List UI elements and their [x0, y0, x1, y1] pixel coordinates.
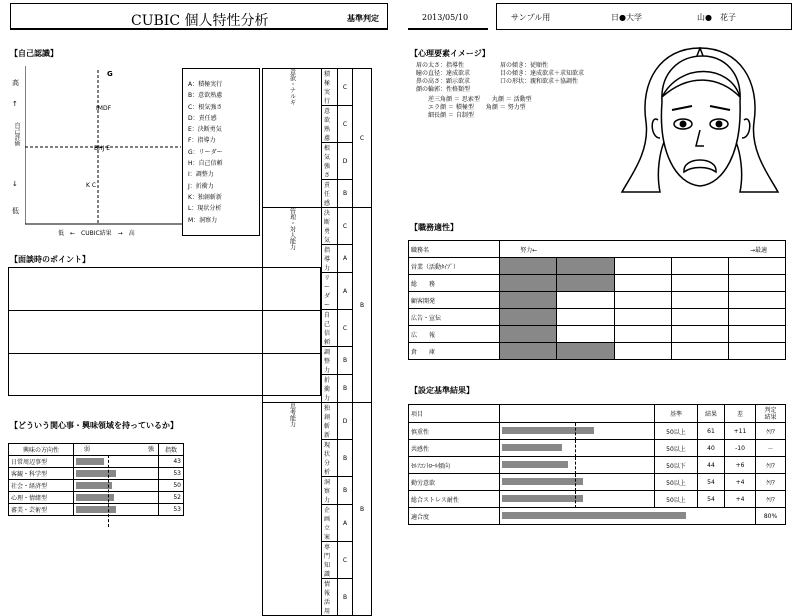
psych-note: 眉の傾き：従順性 [500, 62, 549, 69]
notes-divider [9, 353, 320, 354]
job-row [409, 309, 786, 326]
criteria-row [409, 440, 786, 457]
job-fit-cell-filled [557, 343, 614, 360]
psych-note: 目の傾き：達成欲求＋求知欲求 [500, 70, 585, 77]
criteria-judge: ｸﾘｱ [756, 423, 786, 440]
interest-value: 50 [159, 480, 184, 492]
factor-name: 専門知識 [322, 542, 338, 579]
factor-name: 根気強さ [322, 143, 338, 180]
notes-divider [9, 310, 320, 311]
criteria-judge: ｸﾘｱ [756, 474, 786, 491]
col-effort: 努力← [520, 247, 538, 254]
criteria-bar-cell [500, 457, 655, 474]
self-recognition-plot [25, 66, 183, 228]
pupil-right [716, 121, 723, 128]
criteria-row [409, 457, 786, 474]
job-row [409, 275, 786, 292]
legend-item: I：調整力 [188, 171, 214, 179]
criteria-bar [502, 444, 562, 451]
job-fit-cell [671, 309, 728, 326]
legend-item: L：現状分析 [188, 205, 222, 213]
face-type: 逆三角顔 ＝ 思索型 [428, 96, 480, 103]
job-fit-cell [614, 326, 671, 343]
job-label: 顧客開発 [409, 292, 500, 309]
job-fit-cell [557, 292, 614, 309]
criteria-bar-cell [500, 491, 655, 508]
job-fit-cell [671, 275, 728, 292]
factor-name: 意欲熟慮 [322, 106, 338, 143]
factor-grade: B [338, 180, 353, 208]
interest-label: 客観・科学型 [9, 468, 74, 480]
plot-point-imdf: IMDF [96, 105, 112, 112]
face-type: エラ顔 ＝ 積極型 [428, 104, 474, 111]
interest-value: 53 [159, 468, 184, 480]
interests-heading: 【どういう関心事・興味領域を持っているか】 [10, 421, 178, 430]
factor-grade: D [338, 143, 353, 180]
psych-note: 口の形状：親和欲求＋協調性 [500, 78, 579, 85]
criteria-threshold-line [575, 474, 576, 491]
factor-name: 独創斬新 [322, 403, 338, 440]
job-label: 広 報 [409, 326, 500, 343]
interest-bar [76, 482, 112, 489]
factor-grade: A [338, 505, 353, 542]
face-type: 丸顔 ＝ 活動型 [491, 96, 532, 103]
criteria-result: 40 [698, 440, 725, 457]
criteria-row [409, 474, 786, 491]
criteria-bar [502, 478, 583, 485]
criteria-std: 50以下 [655, 457, 698, 474]
group-label: 思考能力 [263, 403, 322, 616]
group-grade: C [353, 69, 372, 208]
job-fit-cell [671, 292, 728, 309]
criteria-bar [502, 461, 568, 468]
job-label: 倉 庫 [409, 343, 500, 360]
group-label: 意欲・ナルギ [263, 69, 322, 208]
job-fit-cell [671, 258, 728, 275]
job-fit-table [408, 240, 786, 360]
factor-grade: C [338, 106, 353, 143]
criteria-threshold-line [575, 440, 576, 457]
legend-item: F：指導力 [188, 137, 216, 145]
fit-value: 80% [756, 508, 786, 525]
interest-value: 43 [159, 456, 184, 468]
legend-item: B：意欲熟慮 [188, 92, 223, 100]
col-direction: 興味の方向性 [9, 444, 74, 456]
interest-bar [76, 506, 116, 513]
legend-item: M：洞察力 [188, 216, 218, 224]
criteria-diff: +4 [725, 491, 756, 508]
face-type: 角顔 ＝ 努力型 [485, 104, 526, 111]
job-fit-cell [614, 275, 671, 292]
job-fit-cell [671, 326, 728, 343]
criteria-diff: -10 [725, 440, 756, 457]
criteria-std: 50以上 [655, 423, 698, 440]
legend-item: A：積極実行 [188, 81, 223, 88]
plot-point-bhje: BHJ E [94, 145, 111, 152]
criteria-bar-cell [500, 423, 655, 440]
factor-name: 決断勇気 [322, 208, 338, 245]
fit-bar [502, 512, 686, 519]
interest-value: 53 [159, 504, 184, 516]
job-fit-cell [728, 309, 785, 326]
sample-label: サンプル用 [511, 13, 551, 22]
interview-points-heading: 【面談時のポイント】 [10, 255, 90, 264]
job-fit-cell-filled [557, 258, 614, 275]
job-fit-cell-filled [500, 343, 557, 360]
factor-grade: B [338, 347, 353, 375]
factor-name: 調整力 [322, 347, 338, 375]
job-fit-cell [557, 326, 614, 343]
job-fit-cell-filled [557, 275, 614, 292]
factor-name: 現状分析 [322, 440, 338, 477]
interest-midline [108, 455, 109, 527]
legend-item: H：自己信頼 [188, 160, 223, 168]
legend-item: D：責任感 [188, 114, 217, 122]
interest-value: 52 [159, 492, 184, 504]
factor-grade: C [338, 69, 353, 106]
job-fit-cell-filled [500, 326, 557, 343]
factor-legend [182, 68, 260, 236]
factor-grade: C [338, 310, 353, 347]
factor-name: 自己信頼 [322, 310, 338, 347]
face-illustration [620, 42, 780, 197]
interest-bar [76, 470, 116, 477]
factor-grade: B [338, 579, 353, 616]
job-fit-cell [614, 343, 671, 360]
job-fit-cell [614, 309, 671, 326]
interest-label: 心理・情緒型 [9, 492, 74, 504]
interest-label: 社会・経済型 [9, 480, 74, 492]
psych-note: 鼻の高さ：顕示欲求 [416, 78, 471, 85]
interview-notes-box [8, 267, 321, 396]
criteria-bar-cell [500, 474, 655, 491]
group-label: 管理・対人能力 [263, 208, 322, 403]
criteria-label: 勤労意欲 [409, 474, 500, 491]
psych-right-notes [500, 62, 584, 86]
job-fit-heading: 【職務適性】 [410, 223, 458, 232]
criteria-result: 44 [698, 457, 725, 474]
criteria-judge: － [756, 440, 786, 457]
interest-bar [76, 458, 104, 465]
criteria-threshold-line [575, 491, 576, 508]
job-fit-cell [728, 258, 785, 275]
fit-label: 適合度 [409, 508, 500, 525]
candidate-box [496, 3, 792, 30]
job-fit-cell [728, 275, 785, 292]
factor-grade: A [338, 273, 353, 310]
col-std: 基準 [655, 405, 698, 423]
job-fit-cell-filled [500, 309, 557, 326]
criteria-result: 61 [698, 423, 725, 440]
legend-item: E：決断勇気 [188, 126, 222, 134]
psych-image-heading: 【心理要素イメージ】 [410, 49, 490, 58]
job-row [409, 292, 786, 309]
job-fit-cell [728, 343, 785, 360]
group-grade: B [353, 403, 372, 616]
criteria-judge: ｸﾘｱ [756, 457, 786, 474]
plot-point-g: G [107, 70, 113, 78]
col-job: 職務名 [409, 241, 500, 258]
job-row [409, 343, 786, 360]
job-fit-cell [728, 326, 785, 343]
y-low-label: 低 [12, 207, 19, 215]
criteria-table [408, 404, 786, 525]
job-fit-cell-filled [500, 275, 557, 292]
job-fit-cell [614, 292, 671, 309]
criteria-diff: +11 [725, 423, 756, 440]
criteria-bar-cell [500, 440, 655, 457]
criteria-judge: ｸﾘｱ [756, 491, 786, 508]
factor-grade: B [338, 477, 353, 505]
criteria-bar [502, 427, 594, 434]
factor-grade: C [338, 208, 353, 245]
group-grade: B [353, 208, 372, 403]
factor-name: 折衝力 [322, 375, 338, 403]
legend-item: C：根気強さ [188, 103, 223, 111]
factor-name: 責任感 [322, 180, 338, 208]
psych-note: 瞳の直径：達成欲求 [416, 70, 471, 77]
job-row [409, 258, 786, 275]
factor-name: 企画立案 [322, 505, 338, 542]
criteria-std: 50以上 [655, 474, 698, 491]
face-types [428, 96, 532, 120]
col-best: →最適 [749, 247, 767, 254]
col-diff: 差 [725, 405, 756, 423]
date-box [408, 3, 488, 30]
arrow-up-icon: ↑ [12, 100, 18, 108]
criteria-std: 50以上 [655, 440, 698, 457]
legend-item: K：独創斬新 [188, 193, 222, 201]
legend-item: J：折衝力 [188, 182, 214, 190]
criteria-label: 慎重性 [409, 423, 500, 440]
job-fit-cell [671, 343, 728, 360]
report-title-box [10, 3, 388, 30]
job-fit-cell [728, 292, 785, 309]
job-fit-cell-filled [500, 258, 557, 275]
psych-note: 眉の太さ：指導性 [416, 62, 465, 69]
criteria-result: 54 [698, 474, 725, 491]
criteria-label: ｾﾙﾌｺﾝﾄﾛｰﾙ傾向 [409, 457, 500, 474]
y-axis-label: 自己評価 [13, 122, 20, 146]
fit-row [409, 508, 786, 525]
criteria-label: 共感性 [409, 440, 500, 457]
arrow-down-icon: ↓ [12, 180, 18, 188]
interest-label: 審美・芸術型 [9, 504, 74, 516]
factor-grade: B [338, 440, 353, 477]
fit-bar-cell [500, 508, 756, 525]
x-axis-label: 低 ← CUBIC結果 → 高 [58, 230, 135, 237]
criteria-row [409, 423, 786, 440]
criteria-threshold-line [575, 423, 576, 440]
col-item: 項目 [409, 405, 500, 423]
criteria-label: 総合ストレス耐性 [409, 491, 500, 508]
self-recognition-heading: 【自己認識】 [10, 49, 58, 58]
factor-grade: D [338, 403, 353, 440]
job-label: 総 務 [409, 275, 500, 292]
legend-item: G：リーダー [188, 148, 223, 156]
criteria-diff: +6 [725, 457, 756, 474]
col-judge: 判定 結果 [756, 405, 786, 423]
plot-point-kc: K C [86, 182, 97, 189]
factor-name: リーダー [322, 273, 338, 310]
criteria-result: 54 [698, 491, 725, 508]
factor-name: 指導力 [322, 245, 338, 273]
job-row [409, 326, 786, 343]
criteria-threshold-line [575, 457, 576, 474]
col-index: 指数 [159, 444, 184, 456]
pupil-left [680, 121, 687, 128]
col-weak: 弱 [84, 446, 91, 453]
factor-name: 情報活用 [322, 579, 338, 616]
factor-grade: B [338, 375, 353, 403]
factor-name: 洞察力 [322, 477, 338, 505]
report-title: CUBIC 個人特性分析 [131, 13, 269, 29]
candidate-name: 山● 花子 [697, 13, 736, 22]
job-fit-cell [557, 309, 614, 326]
criteria-bar [502, 495, 583, 502]
interests-table [8, 443, 184, 516]
psych-left-notes [416, 62, 470, 94]
y-high-label: 高 [12, 79, 19, 87]
report-date: 2013/05/10 [422, 13, 469, 22]
col-result: 結果 [698, 405, 725, 423]
job-fit-cell-filled [500, 292, 557, 309]
face-type: 細長顔 ＝ 自制型 [428, 112, 474, 119]
criteria-heading: 【設定基準結果】 [410, 386, 474, 395]
psych-note: 顔の輪郭：性格類型 [416, 86, 471, 93]
factor-name: 積極実行 [322, 69, 338, 106]
job-label: 営業（活動ﾀｲﾌﾟ） [409, 258, 500, 275]
criteria-diff: +4 [725, 474, 756, 491]
factor-grade: C [338, 542, 353, 579]
job-fit-cell [614, 258, 671, 275]
interest-label: 日常周辺事型 [9, 456, 74, 468]
report-subtitle: 基準判定 [347, 14, 379, 23]
criteria-row [409, 491, 786, 508]
factor-grade: A [338, 245, 353, 273]
university-label: 日●大学 [611, 13, 642, 22]
criteria-std: 50以上 [655, 491, 698, 508]
job-label: 広告・宣伝 [409, 309, 500, 326]
col-strong: 強 [147, 446, 154, 453]
